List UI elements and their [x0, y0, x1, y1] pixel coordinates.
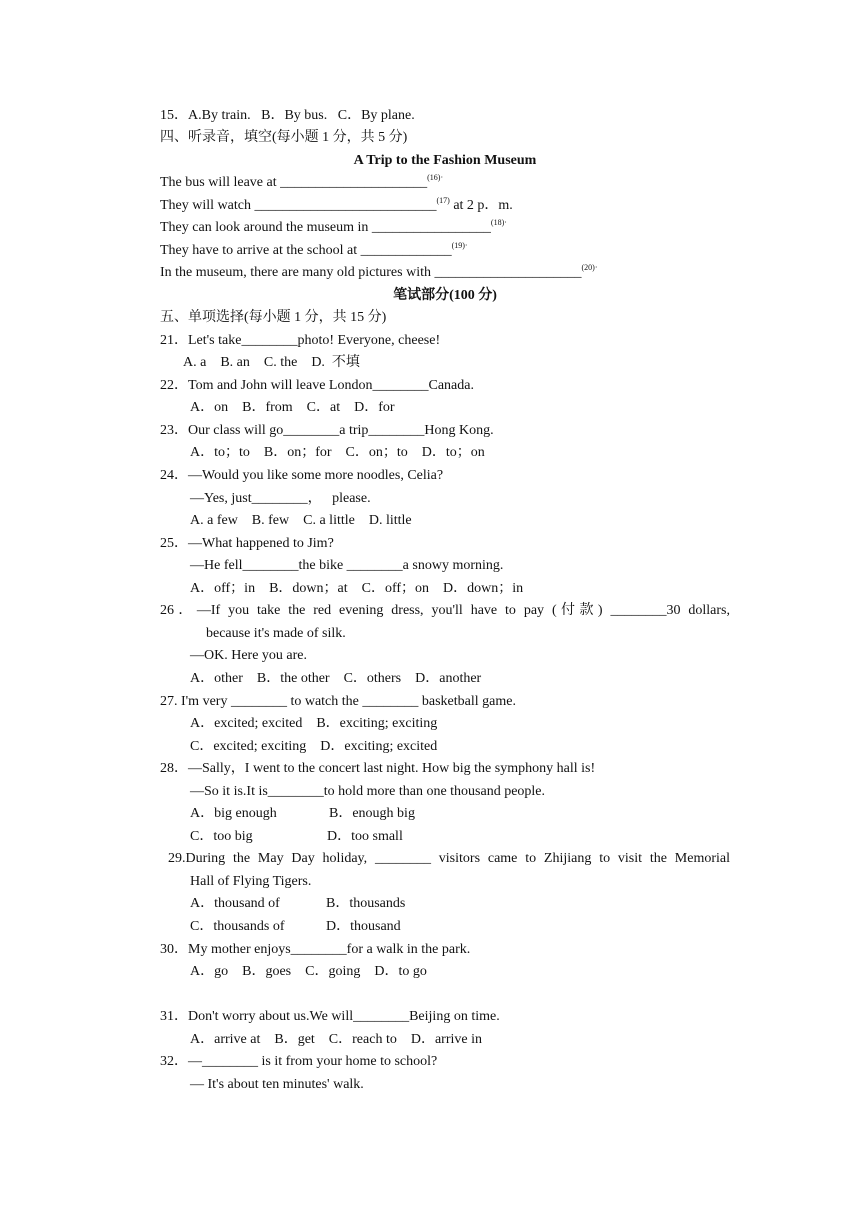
blank-16: [160, 174, 443, 192]
q27-options-cd: C．excited; exciting D．exciting; excited: [190, 739, 438, 754]
written-part-heading: 笔试部分(100 分): [393, 288, 497, 303]
q26-stem-continued: because it's made of silk.: [206, 626, 346, 641]
q27-stem: 27. I'm very ________ to watch the ________ basketball game.: [160, 694, 516, 709]
q28-reply: —So it is.It is________to hold more than one thousand people.: [190, 784, 546, 799]
blank-16-number: (16)·: [427, 173, 444, 182]
blank-16-text: The bus will leave at _____________________: [160, 175, 428, 190]
q24-stem: 24．—Would you like some more noodles, Celia?: [160, 468, 444, 483]
q32-stem: 32．—________ is it from your home to school?: [160, 1054, 438, 1069]
q24-options: A. a few B. few C. a little D. little: [190, 513, 412, 528]
passage-title: A Trip to the Fashion Museum: [353, 153, 537, 168]
q30-options: A．go B．goes C．going D．to go: [190, 964, 427, 979]
q26-options: A．other B．the other C．others D．another: [190, 671, 482, 686]
blank-18: [160, 219, 507, 237]
q26-reply: —OK. Here you are.: [190, 648, 308, 663]
q29-option-a: A．thousand of: [190, 896, 280, 911]
blank-17-tail: at 2 p．m.: [449, 198, 513, 213]
q28-option-b: B．enough big: [329, 806, 415, 821]
blank-17: [160, 197, 513, 215]
q21-stem: 21．Let's take________photo! Everyone, cheese!: [160, 333, 441, 348]
blank-17-number: (17): [436, 196, 450, 205]
section-5-heading: 五、单项选择(每小题 1 分，共 15 分): [160, 310, 387, 325]
q25-options: A．off；in B．down；at C．off；on D．down；in: [190, 581, 524, 596]
q29-option-d: D．thousand: [326, 919, 401, 934]
blank-17-text: They will watch __________________________: [160, 198, 437, 213]
q23-stem: 23．Our class will go________a trip________Hong Kong.: [160, 423, 494, 438]
q22-stem: 22．Tom and John will leave London________Canada.: [160, 378, 474, 393]
q30-stem: 30．My mother enjoys________for a walk in the park.: [160, 942, 471, 957]
q28-option-a: A．big enough: [190, 806, 277, 821]
q28-option-c: C．too big: [190, 829, 253, 844]
blank-20-text: In the museum, there are many old pictures with _____________________: [160, 265, 582, 280]
blank-20-number: (20)·: [581, 263, 598, 272]
q31-stem: 31．Don't worry about us.We will________Beijing on time.: [160, 1009, 500, 1024]
q32-reply: — It's about ten minutes' walk.: [190, 1077, 364, 1092]
q25-reply: —He fell________the bike ________a snowy morning.: [190, 558, 504, 573]
blank-20: [160, 264, 597, 282]
q28-option-d: D．too small: [327, 829, 403, 844]
q29-option-c: C．thousands of: [190, 919, 285, 934]
q21-options: A. a B. an C. the D. 不填: [183, 355, 360, 370]
q29-stem-continued: Hall of Flying Tigers.: [190, 874, 312, 889]
blank-19-text: They have to arrive at the school at _____________: [160, 243, 452, 258]
q26-stem: 26．—If you take the red evening dress, you'll have to pay (付款) ________30 dollars,: [160, 603, 730, 618]
q29-stem: 29.During the May Day holiday, ________ visitors came to Zhijiang to visit the Memorial: [168, 851, 730, 866]
section-4-heading: 四、听录音，填空(每小题 1 分，共 5 分): [160, 130, 408, 145]
q24-reply: —Yes, just________， please.: [190, 491, 371, 506]
q27-options-ab: A．excited; excited B．exciting; exciting: [190, 716, 438, 731]
q23-options: A．to；to B．on；for C．on；to D．to；on: [190, 445, 485, 460]
blank-18-text: They can look around the museum in _________________: [160, 220, 491, 235]
q15-options: 15．A.By train. B．By bus. C．By plane.: [160, 108, 415, 123]
q31-options: A．arrive at B．get C．reach to D．arrive in: [190, 1032, 482, 1047]
q29-option-b: B．thousands: [326, 896, 406, 911]
blank-19-number: (19)·: [451, 241, 468, 250]
q22-options: A．on B．from C．at D．for: [190, 400, 395, 415]
q28-stem: 28．—Sally，I went to the concert last night. How big the symphony hall is!: [160, 761, 596, 776]
blank-19: [160, 242, 468, 260]
q25-stem: 25．—What happened to Jim?: [160, 536, 334, 551]
blank-18-number: (18)·: [490, 218, 507, 227]
